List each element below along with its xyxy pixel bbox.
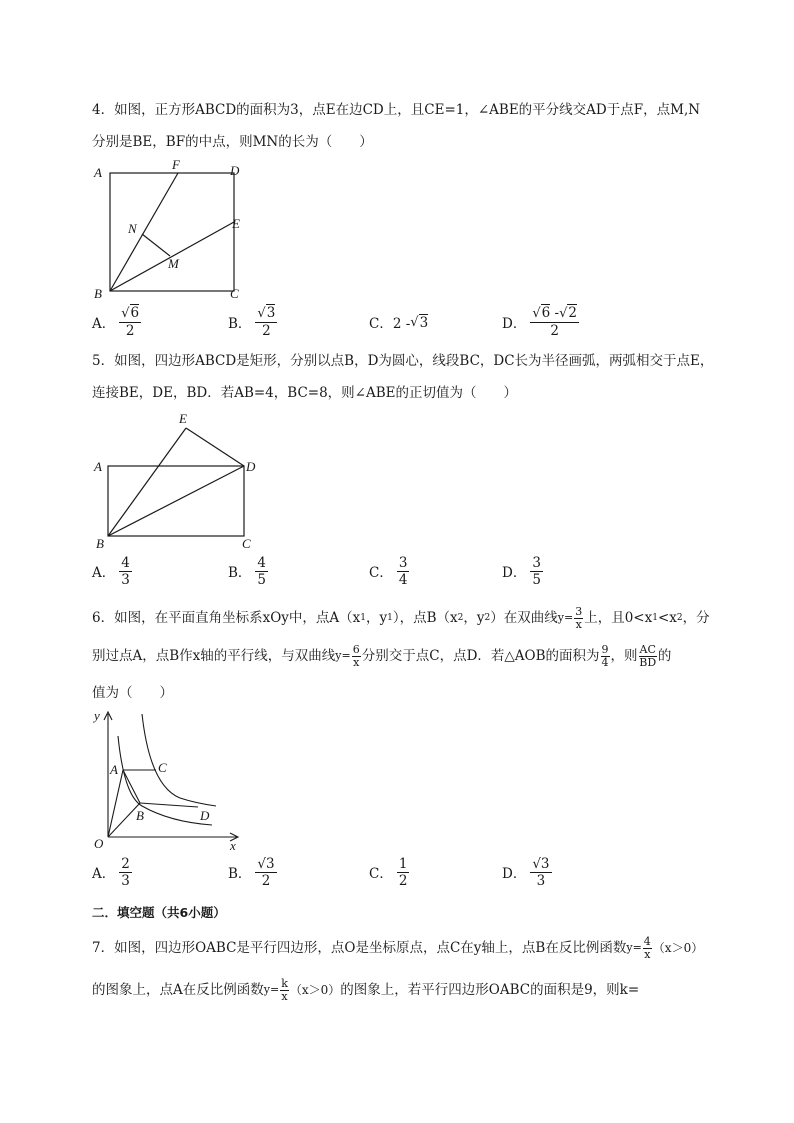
q4-square-figure [90, 158, 260, 308]
label-m: M [168, 256, 179, 271]
q4-options [92, 302, 712, 342]
segment-bd [140, 803, 198, 807]
q5-option-a[interactable]: A． $\frac{4}{3}$ [92, 554, 130, 588]
q6-hyperbola-figure [90, 706, 250, 851]
segment-be [108, 428, 186, 536]
q6-option-a[interactable]: A． $\frac{2}{3}$ [92, 855, 130, 889]
label-a: A [94, 165, 102, 180]
q5-option-b[interactable]: B． $\frac{4}{5}$ [228, 554, 267, 588]
label-f: F [172, 157, 180, 172]
label-c: C [158, 760, 167, 775]
label-d: D [246, 459, 256, 474]
q5-option-c[interactable]: C． $\frac{3}{4}$ [369, 554, 408, 588]
q4-option-d[interactable]: D． $\frac{√6 -√2}{2}$ [502, 305, 577, 339]
q6-option-c[interactable]: C． $\frac{1}{2}$ [369, 855, 408, 889]
q6-option-b[interactable]: B． $\frac{√3}{2}$ [228, 855, 275, 889]
segment-mn [142, 234, 170, 256]
label-n: N [128, 221, 137, 236]
label-b: B [136, 808, 144, 823]
q6-line2: 别过点A，点B作x轴的平行线，与双曲线 y= $\frac{6}{x}$ 分别交于点C，点D．若△AOB的面积为 $\frac{9}{4}$ ，则 $\frac{AC}{BD}$ 的 [92, 642, 672, 669]
label-d: D [200, 808, 210, 823]
segment-ab [123, 770, 140, 803]
label-e: E [179, 411, 187, 426]
label-b: B [96, 536, 104, 551]
q7-line1: 7．如图，四边形OABC是平行四边形，点O是坐标原点，点C在y轴上，点B在反比例函数 y= $\frac{4}{x}$ （x＞0） [92, 934, 704, 961]
q6-options [92, 852, 712, 892]
q5-options [92, 551, 712, 591]
label-y: y [94, 708, 100, 723]
label-c: C [242, 536, 251, 551]
q4-option-b[interactable]: B． $\frac{√3}{2}$ [228, 305, 276, 339]
q4-option-a[interactable]: A． $\frac{√6}{2}$ [92, 305, 140, 339]
label-c: C [230, 286, 239, 301]
section-title-fill-in: 二．填空题（共6小题） [92, 905, 226, 920]
segment-oa [108, 770, 123, 837]
segment-de [186, 428, 244, 466]
label-o: O [94, 836, 104, 851]
q4-line2: 分别是BE，BF的中点，则MN的长为（ ） [92, 134, 373, 150]
q4-line1: 4．如图，正方形ABCD的面积为3，点E在边CD上，且CE=1，∠ABE的平分线交AD于点F，点M,N [92, 102, 701, 118]
label-x: x [230, 838, 236, 853]
curve-y6x [142, 714, 216, 806]
segment-bd [108, 466, 244, 536]
q5-rectangle-figure [90, 405, 270, 555]
segment-bf [110, 173, 178, 291]
label-d: D [230, 163, 240, 178]
q5-line1: 5．如图，四边形ABCD是矩形，分别以点B，D为圆心，线段BC，DC长为半径画弧，两弧相交于点E， [92, 353, 714, 369]
q5-line2: 连接BE，DE，BD．若AB=4，BC=8，则∠ABE的正切值为（ ） [92, 385, 518, 401]
q6-option-d[interactable]: D． $\frac{√3}{3}$ [502, 855, 550, 889]
q4-option-c[interactable]: C．2 - √ 3 [369, 314, 429, 332]
label-b: B [94, 286, 102, 301]
q6-line3: 值为（ ） [92, 685, 173, 701]
q7-line2: 的图象上，点A在反比例函数 y= $\frac{k}{x}$ （x＞0） 的图象上，若平行四边形OABC的面积是9，则k= [92, 976, 640, 1003]
label-a: A [94, 459, 102, 474]
label-e: E [232, 216, 240, 231]
q5-option-d[interactable]: D． $\frac{3}{5}$ [502, 554, 541, 588]
q6-line1: 6．如图，在平面直角坐标系xOy中，点A（x 1 ，y 1 ），点B（x 2 ，y 2 ）在双曲线 y= $\frac{3}{x}$ 上，且0<x 1 <x 2 ，分 [92, 604, 710, 631]
label-a: A [110, 762, 118, 777]
